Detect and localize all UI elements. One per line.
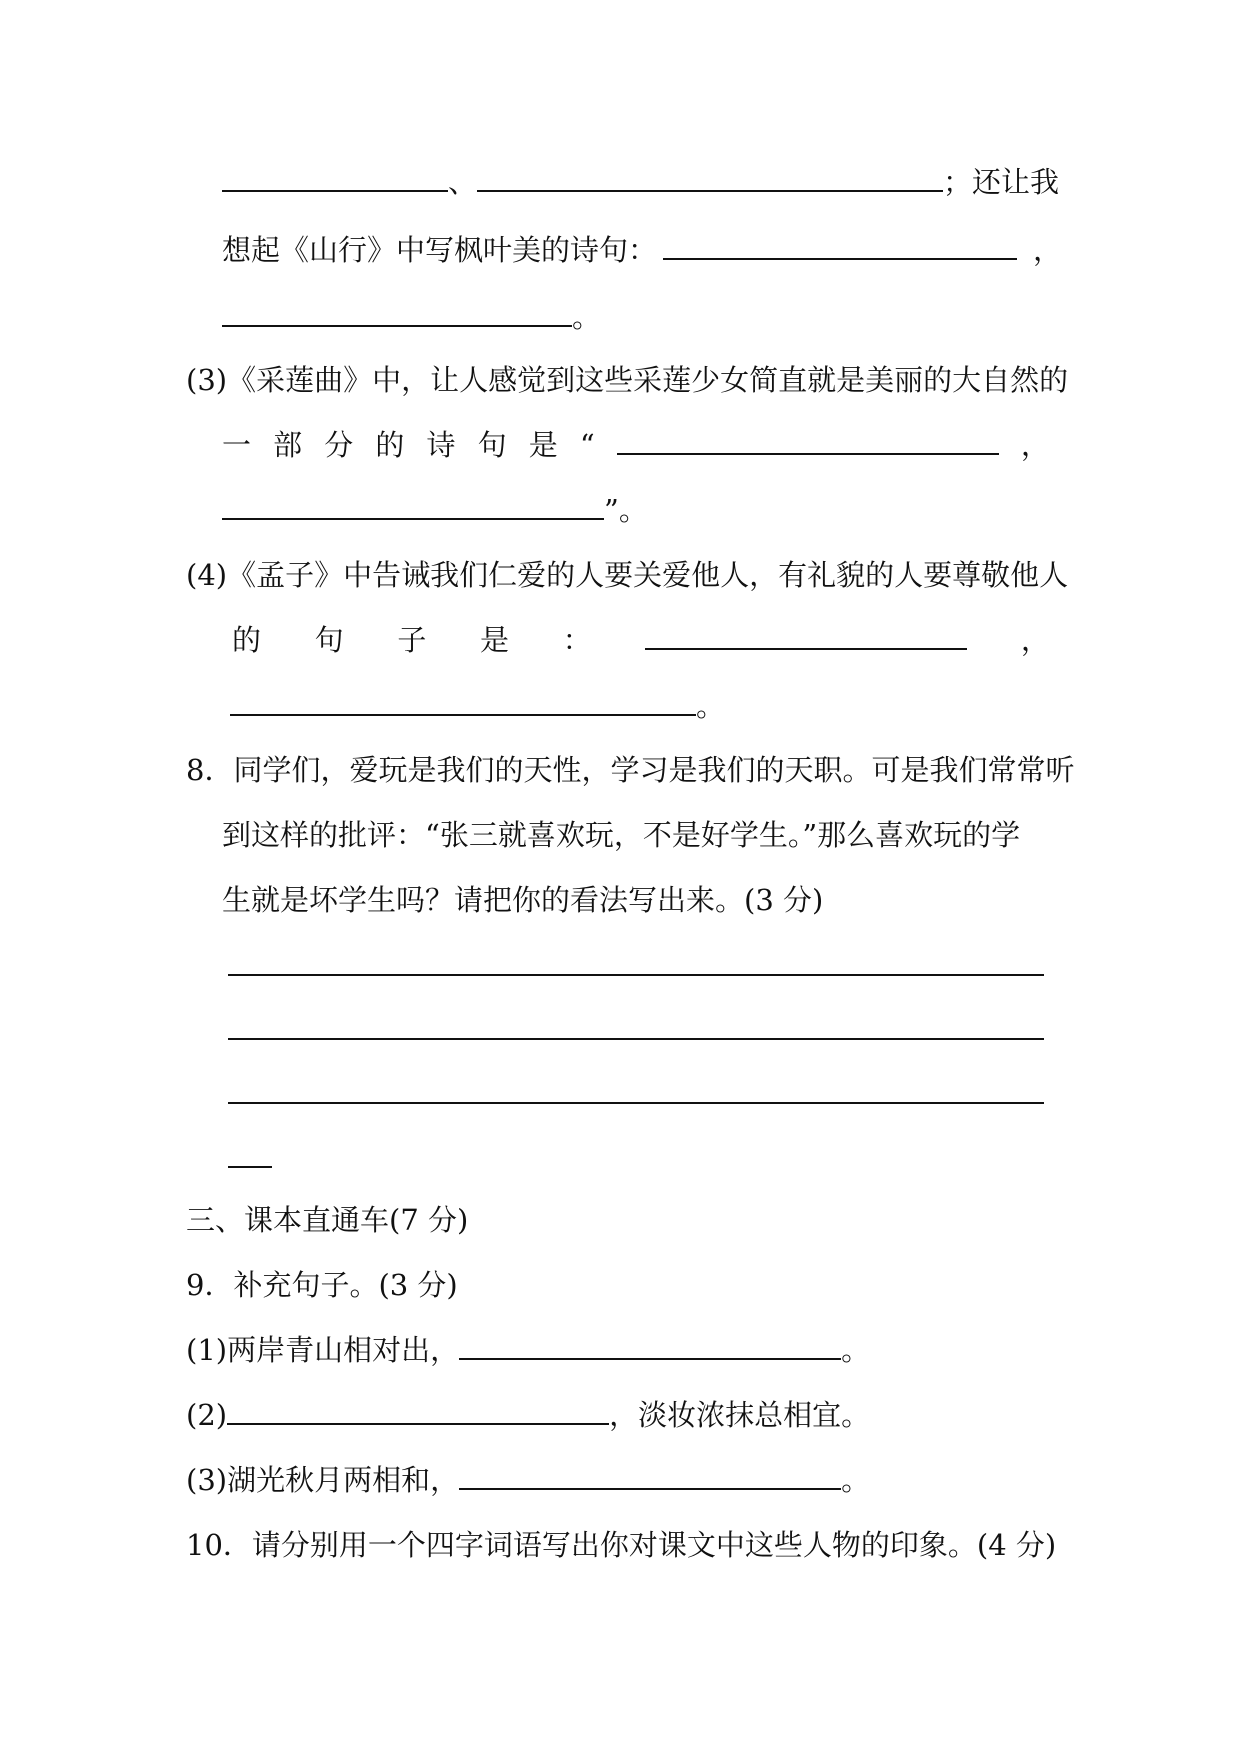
q7-4-line3: 。 xyxy=(230,686,725,726)
q7-2-line2: 想起《山行》中写枫叶美的诗句： ， xyxy=(222,230,1062,270)
q9-title: 9．补充句子。(3 分) xyxy=(186,1268,458,1302)
q9-item-1: (1)两岸青山相对出， 。 xyxy=(186,1330,870,1370)
q9-item-3: (3)湖光秋月两相和， 。 xyxy=(186,1460,870,1500)
answer-line[interactable] xyxy=(228,1038,1044,1040)
q8-line3: 生就是坏学生吗？请把你的看法写出来。(3 分) xyxy=(222,883,824,917)
q10-title: 10．请分别用一个四字词语写出你对课文中这些人物的印象。(4 分) xyxy=(186,1528,1057,1562)
answer-line[interactable] xyxy=(228,1102,1044,1104)
answer-line[interactable] xyxy=(228,1166,272,1168)
q7-4-line1: (4)《孟子》中告诫我们仁爱的人要关爱他人，有礼貌的人要尊敬他人 xyxy=(186,558,1069,592)
answer-blank[interactable] xyxy=(230,686,696,716)
answer-blank[interactable] xyxy=(227,1395,609,1425)
answer-blank[interactable] xyxy=(617,425,999,455)
answer-blank[interactable] xyxy=(459,1330,841,1360)
answer-blank[interactable] xyxy=(663,230,1017,260)
q8-line1: 8．同学们，爱玩是我们的天性，学习是我们的天职。可是我们常常听 xyxy=(186,753,1075,787)
answer-blank[interactable] xyxy=(477,162,943,192)
section-3-title: 三、课本直通车(7 分) xyxy=(186,1203,469,1237)
q7-2-line3: 。 xyxy=(222,297,601,337)
answer-blank[interactable] xyxy=(645,620,967,650)
answer-blank[interactable] xyxy=(222,297,572,327)
q7-3-line2: 一 部 分 的 诗 句 是 “ ， xyxy=(222,425,1050,465)
q7-4-line2: 的 句 子 是 ： ， xyxy=(232,620,1050,660)
answer-blank[interactable] xyxy=(222,162,448,192)
q7-3-line1: (3)《采莲曲》中，让人感觉到这些采莲少女简直就是美丽的大自然的 xyxy=(186,363,1069,397)
q7-2-line1: 、 ；还让我 xyxy=(222,162,1059,202)
q7-3-line3: ”。 xyxy=(222,490,648,530)
answer-blank[interactable] xyxy=(459,1460,841,1490)
answer-line[interactable] xyxy=(228,974,1044,976)
q9-item-2: (2) ，淡妆浓抹总相宜。 xyxy=(186,1395,870,1435)
answer-blank[interactable] xyxy=(222,490,604,520)
q8-line2: 到这样的批评：“张三就喜欢玩，不是好学生。”那么喜欢玩的学 xyxy=(222,818,1021,852)
